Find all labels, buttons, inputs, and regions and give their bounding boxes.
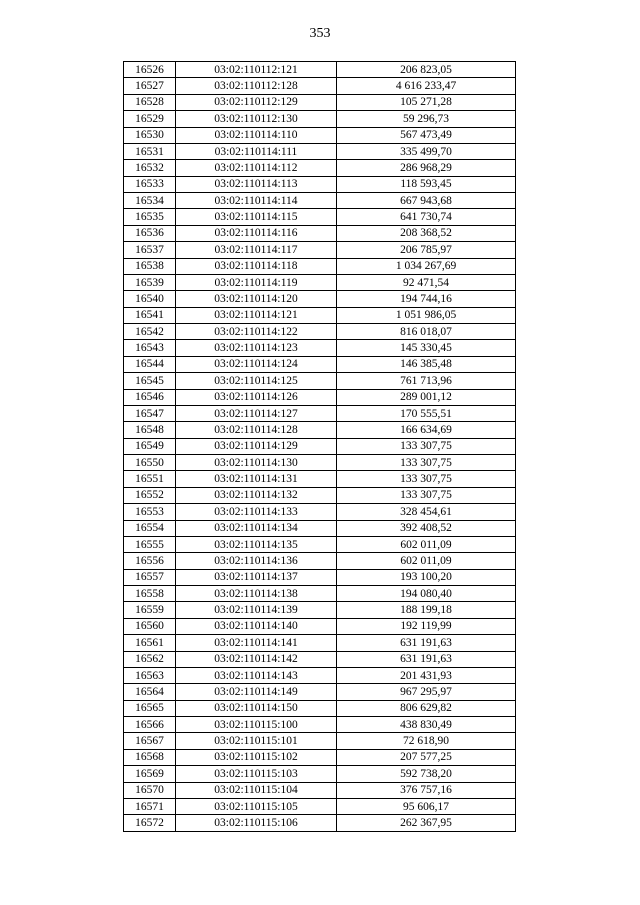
value-cell: 194 080,40 [337, 586, 516, 602]
table-row [124, 700, 516, 716]
row-number-cell: 16568 [124, 749, 176, 765]
value-cell: 170 555,51 [337, 405, 516, 421]
cadastral-number-cell: 03:02:110114:128 [176, 422, 337, 438]
row-number-cell: 16561 [124, 635, 176, 651]
table-row [124, 373, 516, 389]
row-number-cell: 16572 [124, 815, 176, 831]
value-cell: 286 968,29 [337, 160, 516, 176]
value-cell: 133 307,75 [337, 471, 516, 487]
cadastral-number-cell: 03:02:110114:115 [176, 209, 337, 225]
value-cell: 92 471,54 [337, 274, 516, 290]
cadastral-number-cell: 03:02:110114:143 [176, 667, 337, 683]
table-row [124, 143, 516, 159]
value-cell: 602 011,09 [337, 553, 516, 569]
cadastral-number-cell: 03:02:110115:101 [176, 733, 337, 749]
cadastral-number-cell: 03:02:110114:149 [176, 684, 337, 700]
value-cell: 193 100,20 [337, 569, 516, 585]
value-cell: 72 618,90 [337, 733, 516, 749]
table-row [124, 798, 516, 814]
row-number-cell: 16550 [124, 455, 176, 471]
row-number-cell: 16547 [124, 405, 176, 421]
cadastral-number-cell: 03:02:110115:104 [176, 782, 337, 798]
row-number-cell: 16555 [124, 536, 176, 552]
value-cell: 133 307,75 [337, 455, 516, 471]
table-row [124, 127, 516, 143]
table-row [124, 176, 516, 192]
cadastral-number-cell: 03:02:110114:150 [176, 700, 337, 716]
cadastral-number-cell: 03:02:110114:142 [176, 651, 337, 667]
value-cell: 631 191,63 [337, 651, 516, 667]
cadastral-number-cell: 03:02:110114:141 [176, 635, 337, 651]
table-row [124, 242, 516, 258]
table-row [124, 553, 516, 569]
value-cell: 1 034 267,69 [337, 258, 516, 274]
row-number-cell: 16534 [124, 193, 176, 209]
row-number-cell: 16527 [124, 78, 176, 94]
value-cell: 592 738,20 [337, 766, 516, 782]
table-row [124, 586, 516, 602]
table-row [124, 782, 516, 798]
cadastral-number-cell: 03:02:110114:137 [176, 569, 337, 585]
cadastral-number-cell: 03:02:110115:103 [176, 766, 337, 782]
cadastral-number-cell: 03:02:110115:106 [176, 815, 337, 831]
row-number-cell: 16552 [124, 487, 176, 503]
table-row [124, 111, 516, 127]
row-number-cell: 16557 [124, 569, 176, 585]
cadastral-number-cell: 03:02:110114:117 [176, 242, 337, 258]
table-row [124, 209, 516, 225]
value-cell: 816 018,07 [337, 324, 516, 340]
value-cell: 289 001,12 [337, 389, 516, 405]
value-cell: 328 454,61 [337, 504, 516, 520]
table-row [124, 667, 516, 683]
table-row [124, 438, 516, 454]
cadastral-number-cell: 03:02:110114:125 [176, 373, 337, 389]
table-row [124, 389, 516, 405]
table-row [124, 602, 516, 618]
cadastral-number-cell: 03:02:110112:121 [176, 62, 337, 78]
row-number-cell: 16570 [124, 782, 176, 798]
value-cell: 194 744,16 [337, 291, 516, 307]
cadastral-number-cell: 03:02:110114:126 [176, 389, 337, 405]
table-body [124, 62, 516, 832]
cadastral-number-cell: 03:02:110115:105 [176, 798, 337, 814]
cadastral-number-cell: 03:02:110114:138 [176, 586, 337, 602]
cadastral-number-cell: 03:02:110114:113 [176, 176, 337, 192]
value-cell: 95 606,17 [337, 798, 516, 814]
cadastral-number-cell: 03:02:110114:114 [176, 193, 337, 209]
table-row [124, 618, 516, 634]
table-row [124, 520, 516, 536]
cadastral-number-cell: 03:02:110114:140 [176, 618, 337, 634]
row-number-cell: 16536 [124, 225, 176, 241]
cadastral-number-cell: 03:02:110114:118 [176, 258, 337, 274]
table-row [124, 487, 516, 503]
row-number-cell: 16571 [124, 798, 176, 814]
table-row [124, 569, 516, 585]
row-number-cell: 16559 [124, 602, 176, 618]
value-cell: 4 616 233,47 [337, 78, 516, 94]
table-row [124, 635, 516, 651]
value-cell: 133 307,75 [337, 438, 516, 454]
row-number-cell: 16543 [124, 340, 176, 356]
table-row [124, 504, 516, 520]
value-cell: 806 629,82 [337, 700, 516, 716]
value-cell: 567 473,49 [337, 127, 516, 143]
page-number: 353 [309, 26, 331, 41]
table-row [124, 94, 516, 110]
value-cell: 262 367,95 [337, 815, 516, 831]
value-cell: 201 431,93 [337, 667, 516, 683]
value-cell: 602 011,09 [337, 536, 516, 552]
table-row [124, 455, 516, 471]
value-cell: 105 271,28 [337, 94, 516, 110]
row-number-cell: 16558 [124, 586, 176, 602]
table-row [124, 193, 516, 209]
cadastral-number-cell: 03:02:110114:134 [176, 520, 337, 536]
data-table [123, 61, 516, 832]
value-cell: 761 713,96 [337, 373, 516, 389]
cadastral-number-cell: 03:02:110112:129 [176, 94, 337, 110]
row-number-cell: 16532 [124, 160, 176, 176]
row-number-cell: 16531 [124, 143, 176, 159]
table-row [124, 422, 516, 438]
table-row [124, 62, 516, 78]
table-row [124, 160, 516, 176]
value-cell: 59 296,73 [337, 111, 516, 127]
table-row [124, 356, 516, 372]
row-number-cell: 16564 [124, 684, 176, 700]
cadastral-number-cell: 03:02:110115:102 [176, 749, 337, 765]
value-cell: 207 577,25 [337, 749, 516, 765]
cadastral-number-cell: 03:02:110114:122 [176, 324, 337, 340]
row-number-cell: 16535 [124, 209, 176, 225]
row-number-cell: 16554 [124, 520, 176, 536]
row-number-cell: 16569 [124, 766, 176, 782]
table-row [124, 815, 516, 831]
row-number-cell: 16526 [124, 62, 176, 78]
value-cell: 376 757,16 [337, 782, 516, 798]
table-row [124, 651, 516, 667]
row-number-cell: 16528 [124, 94, 176, 110]
row-number-cell: 16545 [124, 373, 176, 389]
table-row [124, 733, 516, 749]
value-cell: 392 408,52 [337, 520, 516, 536]
table-row [124, 274, 516, 290]
cadastral-number-cell: 03:02:110114:135 [176, 536, 337, 552]
table-row [124, 749, 516, 765]
row-number-cell: 16565 [124, 700, 176, 716]
cadastral-number-cell: 03:02:110114:119 [176, 274, 337, 290]
row-number-cell: 16533 [124, 176, 176, 192]
row-number-cell: 16560 [124, 618, 176, 634]
row-number-cell: 16567 [124, 733, 176, 749]
row-number-cell: 16563 [124, 667, 176, 683]
row-number-cell: 16566 [124, 717, 176, 733]
table-row [124, 324, 516, 340]
value-cell: 206 785,97 [337, 242, 516, 258]
row-number-cell: 16553 [124, 504, 176, 520]
row-number-cell: 16549 [124, 438, 176, 454]
table-row [124, 471, 516, 487]
value-cell: 206 823,05 [337, 62, 516, 78]
value-cell: 133 307,75 [337, 487, 516, 503]
cadastral-number-cell: 03:02:110114:133 [176, 504, 337, 520]
value-cell: 967 295,97 [337, 684, 516, 700]
value-cell: 1 051 986,05 [337, 307, 516, 323]
row-number-cell: 16540 [124, 291, 176, 307]
cadastral-number-cell: 03:02:110114:111 [176, 143, 337, 159]
table-row [124, 78, 516, 94]
value-cell: 146 385,48 [337, 356, 516, 372]
row-number-cell: 16542 [124, 324, 176, 340]
row-number-cell: 16539 [124, 274, 176, 290]
cadastral-number-cell: 03:02:110114:130 [176, 455, 337, 471]
table-row [124, 225, 516, 241]
value-cell: 145 330,45 [337, 340, 516, 356]
value-cell: 641 730,74 [337, 209, 516, 225]
cadastral-number-cell: 03:02:110114:121 [176, 307, 337, 323]
row-number-cell: 16544 [124, 356, 176, 372]
cadastral-number-cell: 03:02:110114:124 [176, 356, 337, 372]
row-number-cell: 16562 [124, 651, 176, 667]
cadastral-number-cell: 03:02:110114:116 [176, 225, 337, 241]
cadastral-number-cell: 03:02:110114:129 [176, 438, 337, 454]
row-number-cell: 16556 [124, 553, 176, 569]
table-row [124, 340, 516, 356]
row-number-cell: 16538 [124, 258, 176, 274]
table-row [124, 258, 516, 274]
row-number-cell: 16548 [124, 422, 176, 438]
cadastral-number-cell: 03:02:110114:131 [176, 471, 337, 487]
value-cell: 188 199,18 [337, 602, 516, 618]
cadastral-number-cell: 03:02:110114:136 [176, 553, 337, 569]
table-row [124, 717, 516, 733]
cadastral-number-cell: 03:02:110114:139 [176, 602, 337, 618]
value-cell: 208 368,52 [337, 225, 516, 241]
cadastral-number-cell: 03:02:110112:130 [176, 111, 337, 127]
cadastral-number-cell: 03:02:110114:110 [176, 127, 337, 143]
value-cell: 335 499,70 [337, 143, 516, 159]
cadastral-number-cell: 03:02:110114:120 [176, 291, 337, 307]
value-cell: 631 191,63 [337, 635, 516, 651]
table-row [124, 291, 516, 307]
cadastral-number-cell: 03:02:110112:128 [176, 78, 337, 94]
value-cell: 192 119,99 [337, 618, 516, 634]
row-number-cell: 16529 [124, 111, 176, 127]
row-number-cell: 16541 [124, 307, 176, 323]
value-cell: 667 943,68 [337, 193, 516, 209]
row-number-cell: 16530 [124, 127, 176, 143]
row-number-cell: 16537 [124, 242, 176, 258]
table-row [124, 766, 516, 782]
value-cell: 438 830,49 [337, 717, 516, 733]
value-cell: 166 634,69 [337, 422, 516, 438]
row-number-cell: 16551 [124, 471, 176, 487]
row-number-cell: 16546 [124, 389, 176, 405]
cadastral-number-cell: 03:02:110114:127 [176, 405, 337, 421]
table-row [124, 307, 516, 323]
cadastral-number-cell: 03:02:110114:112 [176, 160, 337, 176]
cadastral-number-cell: 03:02:110114:123 [176, 340, 337, 356]
table-row [124, 684, 516, 700]
cadastral-number-cell: 03:02:110114:132 [176, 487, 337, 503]
value-cell: 118 593,45 [337, 176, 516, 192]
table-row [124, 405, 516, 421]
cadastral-number-cell: 03:02:110115:100 [176, 717, 337, 733]
table-row [124, 536, 516, 552]
